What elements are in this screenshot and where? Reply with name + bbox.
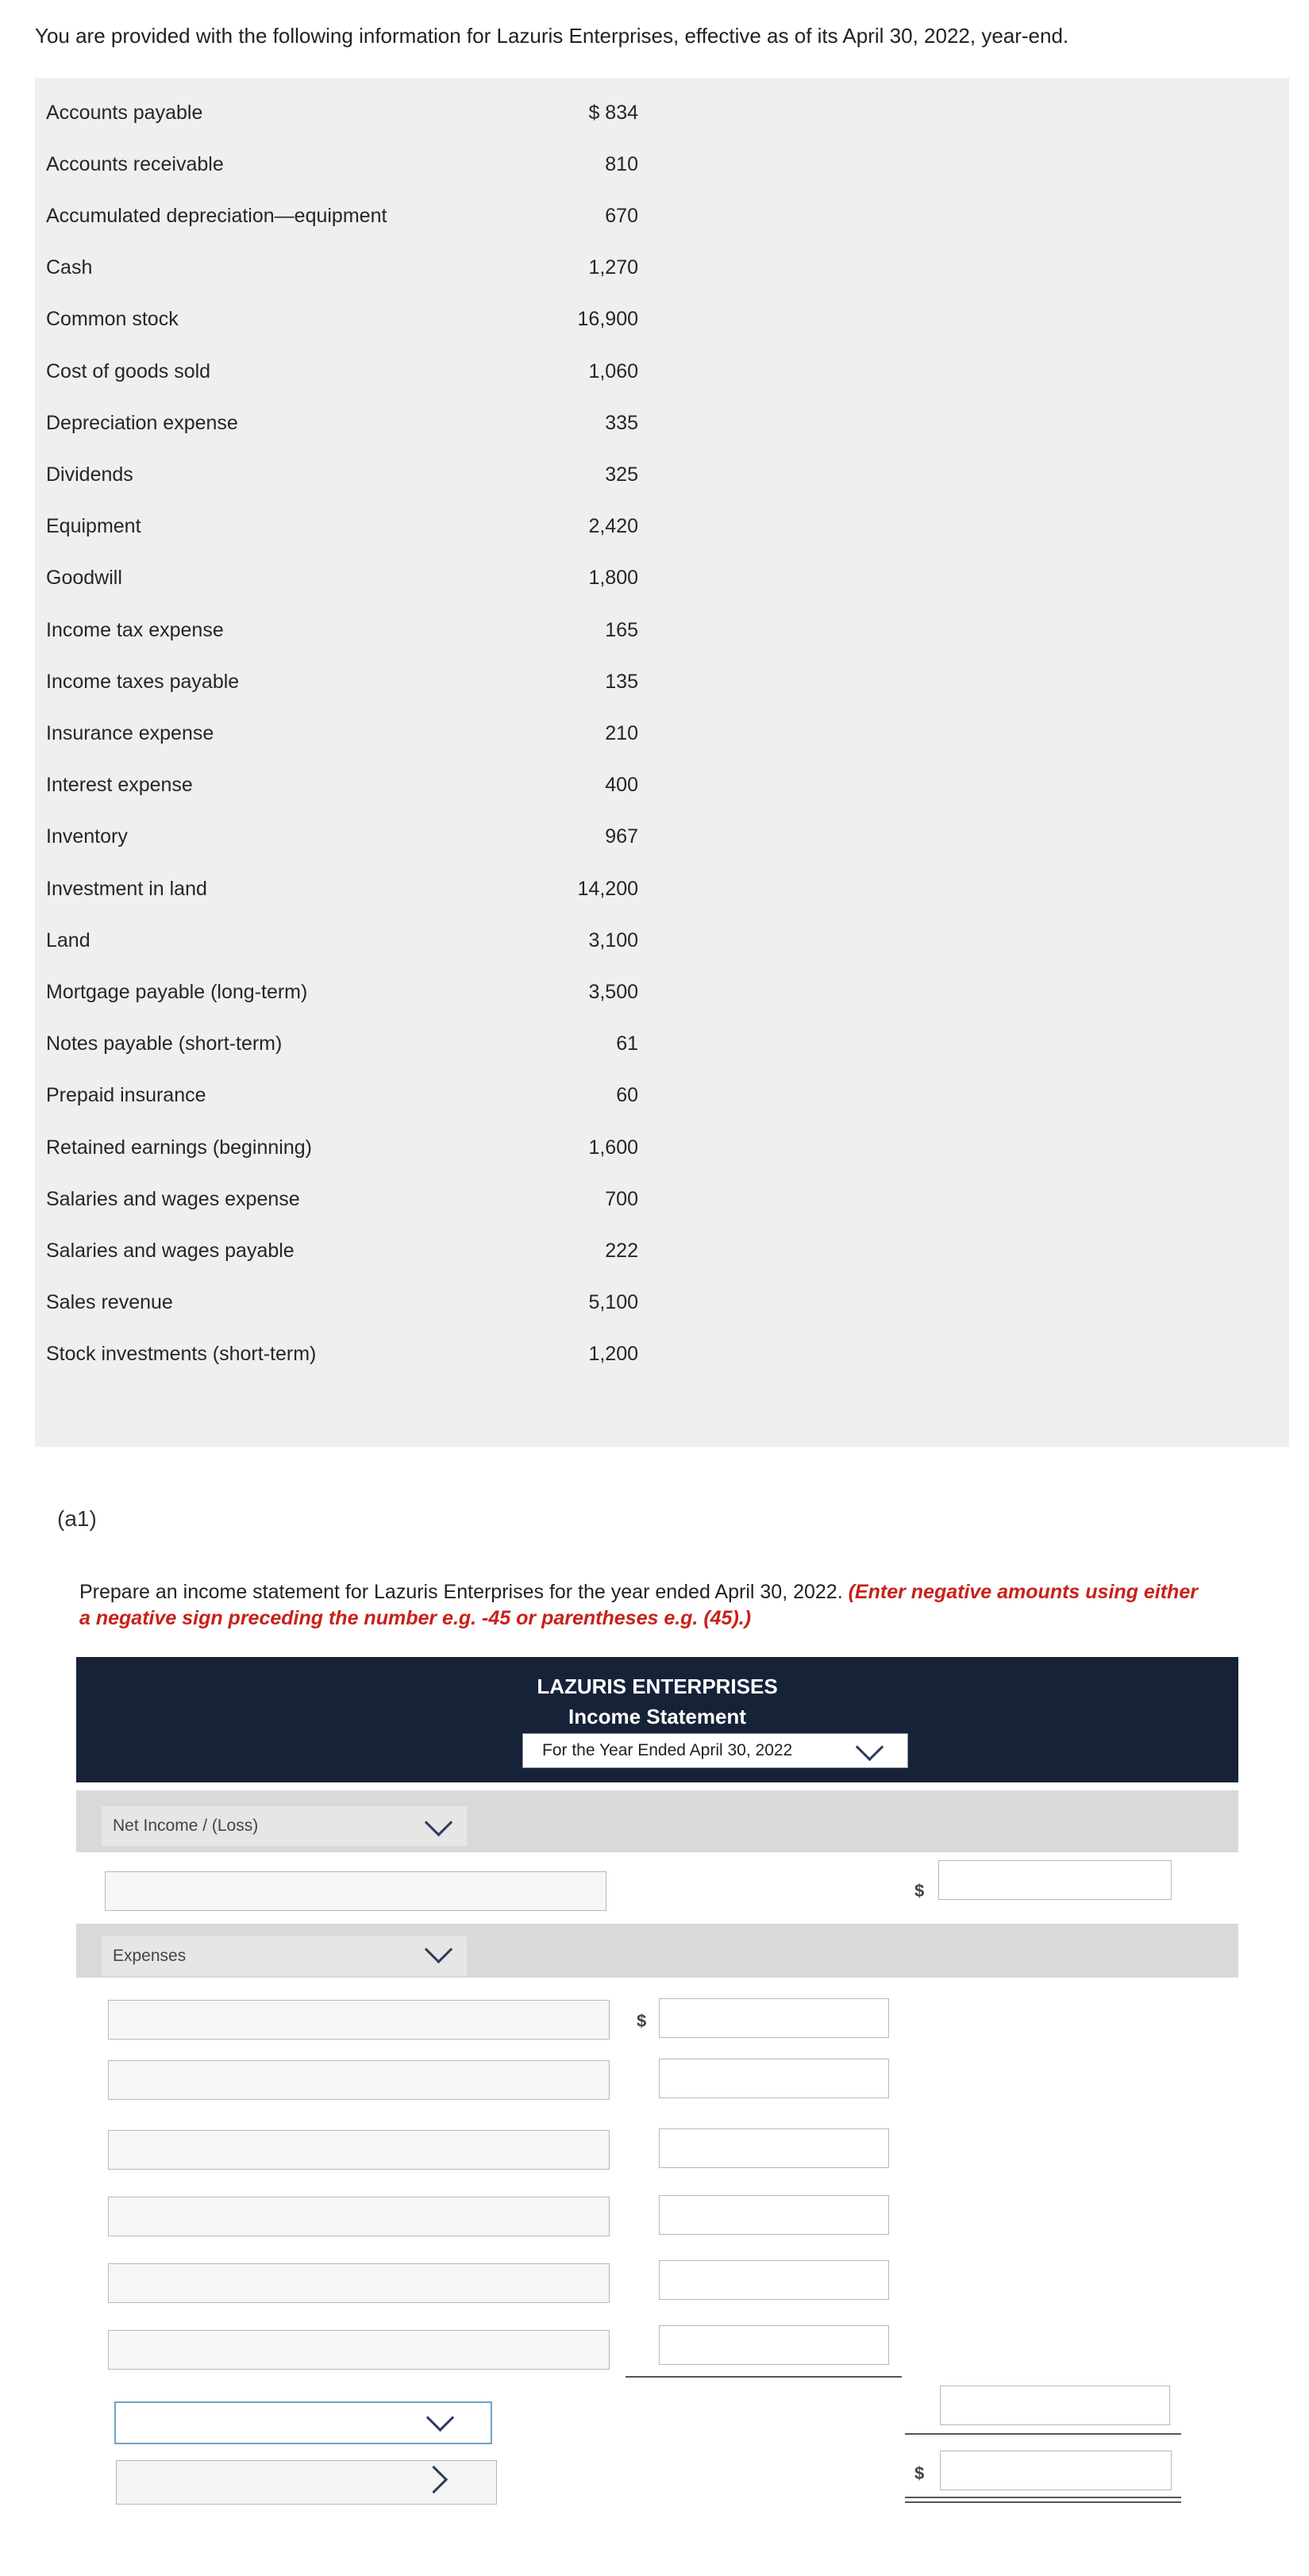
account-amount: 3,500: [588, 980, 638, 1003]
expense-name-input[interactable]: [108, 2263, 610, 2303]
currency-sign: $: [637, 2011, 647, 2031]
account-row: [35, 708, 638, 759]
account-row: [35, 190, 638, 241]
expense-amount-input[interactable]: [659, 2260, 889, 2300]
account-row: [35, 87, 638, 138]
statement-title: Income Statement: [568, 1705, 746, 1728]
section-select-1-label: Net Income / (Loss): [113, 1817, 259, 1835]
account-amount: 1,060: [588, 359, 638, 383]
account-row: [35, 398, 638, 448]
account-row: [35, 346, 638, 397]
section-select-2[interactable]: [102, 1936, 467, 1976]
accounts-table: [35, 78, 1289, 1447]
period-dropdown-value: For the Year Ended April 30, 2022: [542, 1741, 793, 1759]
account-name: Common stock: [46, 308, 179, 331]
chevron-down-icon: [856, 1733, 884, 1761]
account-amount: 1,270: [588, 256, 638, 279]
account-row: [35, 863, 638, 914]
account-row: [35, 812, 638, 863]
intro-text: You are provided with the following information for Lazuris Enterprises, effective as of its April 30, 2022, year-end.: [35, 24, 1069, 48]
total-expenses-input[interactable]: [940, 2386, 1170, 2425]
account-amount: 810: [605, 152, 638, 175]
account-name: Depreciation expense: [46, 411, 238, 434]
account-name: Stock investments (short-term): [46, 1343, 317, 1366]
part-label: (a1): [57, 1506, 97, 1531]
account-name: Prepaid insurance: [46, 1084, 206, 1107]
account-name: Insurance expense: [46, 721, 214, 744]
period-dropdown[interactable]: [522, 1733, 908, 1768]
account-amount: 967: [605, 825, 638, 848]
line-item-input[interactable]: [105, 1871, 606, 1911]
expense-name-input[interactable]: [108, 2130, 610, 2170]
account-row: [35, 1329, 638, 1380]
expense-amount-input[interactable]: [659, 2195, 889, 2235]
account-row: [35, 915, 638, 966]
account-row: [35, 294, 638, 345]
account-name: Accounts receivable: [46, 152, 224, 175]
account-row: [35, 449, 638, 500]
account-row: [35, 553, 638, 604]
expense-name-input[interactable]: [108, 2330, 610, 2370]
account-name: Cash: [46, 256, 93, 279]
section-select-1[interactable]: [102, 1806, 467, 1846]
account-amount: 135: [605, 670, 638, 693]
account-row: [35, 1019, 638, 1070]
account-row: [35, 605, 638, 656]
expense-name-input[interactable]: [108, 2000, 610, 2040]
account-name: Inventory: [46, 825, 128, 848]
net-income-input[interactable]: [940, 2451, 1172, 2490]
account-amount: 5,100: [588, 1291, 638, 1314]
instructions-text: Prepare an income statement for Lazuris Enterprises for the year ended April 30, 2022.: [79, 1581, 849, 1603]
section-select-2-label: Expenses: [113, 1947, 187, 1965]
account-name: Mortgage payable (long-term): [46, 980, 308, 1003]
expense-amount-input[interactable]: [659, 2128, 889, 2168]
account-amount: 670: [605, 204, 638, 227]
account-row: [35, 967, 638, 1017]
currency-sign: $: [914, 2463, 925, 2483]
account-amount: 3,100: [588, 929, 638, 952]
subtotal-rule: [626, 2376, 902, 2378]
account-name: Retained earnings (beginning): [46, 1136, 312, 1159]
account-name: Cost of goods sold: [46, 359, 211, 383]
account-row: [35, 1225, 638, 1276]
account-row: [35, 502, 638, 552]
account-row: [35, 1071, 638, 1121]
account-name: Sales revenue: [46, 1291, 173, 1314]
account-name: Accumulated depreciation—equipment: [46, 204, 387, 227]
account-name: Salaries and wages payable: [46, 1239, 295, 1262]
account-amount: 2,420: [588, 515, 638, 538]
account-amount: 700: [605, 1187, 638, 1210]
amount-input[interactable]: [938, 1860, 1172, 1900]
account-row: [35, 139, 638, 190]
account-row: [35, 243, 638, 294]
account-amount: 1,800: [588, 567, 638, 590]
account-name: Income taxes payable: [46, 670, 240, 693]
account-name: Income tax expense: [46, 618, 224, 641]
account-row: [35, 1174, 638, 1225]
account-amount: 335: [605, 411, 638, 434]
account-amount: 325: [605, 463, 638, 486]
account-amount: 165: [605, 618, 638, 641]
account-name: Dividends: [46, 463, 133, 486]
account-row: [35, 1278, 638, 1328]
account-name: Land: [46, 929, 90, 952]
net-income-double-rule: [905, 2497, 1181, 2503]
account-row: [35, 1122, 638, 1173]
account-amount: $ 834: [588, 101, 638, 124]
account-amount: 222: [605, 1239, 638, 1262]
account-name: Investment in land: [46, 877, 207, 900]
total-rule: [905, 2433, 1181, 2435]
account-name: Interest expense: [46, 774, 193, 797]
expense-name-input[interactable]: [108, 2060, 610, 2100]
account-name: Goodwill: [46, 567, 122, 590]
account-row: [35, 760, 638, 811]
expense-amount-input[interactable]: [659, 2059, 889, 2098]
currency-sign: $: [914, 1881, 925, 1901]
account-amount: 210: [605, 721, 638, 744]
instructions: [79, 1579, 1207, 1632]
account-name: Equipment: [46, 515, 141, 538]
account-row: [35, 656, 638, 707]
account-name: Notes payable (short-term): [46, 1032, 283, 1055]
account-amount: 16,900: [577, 308, 638, 331]
account-name: Accounts payable: [46, 101, 203, 124]
account-name: Salaries and wages expense: [46, 1187, 300, 1210]
account-amount: 60: [616, 1084, 638, 1107]
account-amount: 1,600: [588, 1136, 638, 1159]
expense-name-input[interactable]: [108, 2197, 610, 2236]
account-amount: 400: [605, 774, 638, 797]
expense-amount-input[interactable]: [659, 1998, 889, 2038]
account-amount: 1,200: [588, 1343, 638, 1366]
account-amount: 14,200: [577, 877, 638, 900]
statement-header: [76, 1657, 1238, 1782]
expense-amount-input[interactable]: [659, 2325, 889, 2365]
account-amount: 61: [616, 1032, 638, 1055]
instructions-note: (Enter negative amounts using either a negative sign preceding the number e.g. -45 or parentheses e.g. (45).): [79, 1581, 1198, 1629]
company-name: LAZURIS ENTERPRISES: [537, 1674, 778, 1698]
